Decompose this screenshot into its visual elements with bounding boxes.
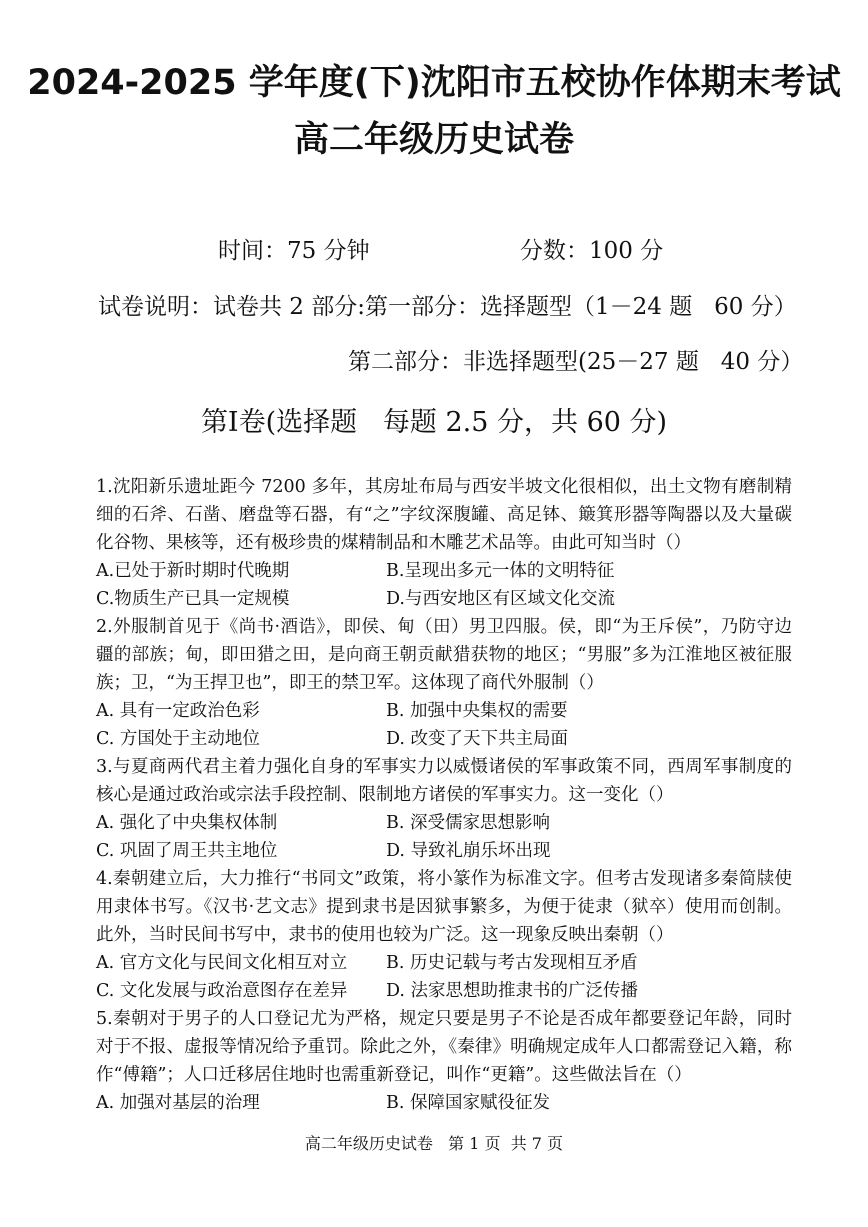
question-stem: 2.外服制首见于《尚书·酒诰》，即侯、甸（田）男卫四服。侯，即“为王斥侯”，乃防守边疆的部族；甸，即田猎之田，是向商王朝贡献猎获物的地区；“男服”多为江淮地区被征服族；卫，“为王捍卫也”，即王的禁卫军。这体现了商代外服制（） bbox=[96, 617, 792, 693]
answer-option: B. 加强中央集权的需要 bbox=[386, 701, 568, 721]
answer-option: A. 加强对基层的治理 bbox=[96, 1093, 260, 1113]
question-stem: 4.秦朝建立后，大力推行“书同文”政策，将小篆作为标准文字。但考古发现诸多秦简牍使用隶体书写。《汉书·艺文志》提到隶书是因狱事繁多，为便于徒隶（狱卒）使用而创制。此外，当时民间书写中，隶书的使用也较为广泛。这一现象反映出秦朝（） bbox=[96, 869, 792, 945]
question-stem: 5.秦朝对于男子的人口登记尤为严格，规定只要是男子不论是否成年都要登记年龄，同时对于不报、虚报等情况给予重罚。除此之外，《秦律》明确规定成年人口都需登记入籍，称作“傅籍”；人口迁移居住地时也需重新登记，叫作“更籍”。这些做法旨在（） bbox=[96, 1009, 792, 1085]
option-row bbox=[96, 809, 792, 837]
option-row bbox=[96, 697, 792, 725]
question-item bbox=[96, 1005, 792, 1117]
question-item bbox=[96, 753, 792, 865]
answer-option: B. 深受儒家思想影响 bbox=[386, 813, 550, 833]
answer-option: B. 保障国家赋役征发 bbox=[386, 1093, 550, 1113]
answer-option: A. 强化了中央集权体制 bbox=[96, 813, 278, 833]
exam-subtitle: 高二年级历史试卷 bbox=[293, 120, 574, 160]
exam-title: 2024-2025 学年度(下)沈阳市五校协作体期末考试 bbox=[27, 63, 841, 103]
option-row bbox=[96, 557, 792, 585]
answer-option: D.与西安地区有区域文化交流 bbox=[386, 589, 615, 609]
question-item bbox=[96, 865, 792, 1005]
question-item bbox=[96, 473, 792, 613]
answer-option: A. 官方文化与民间文化相互对立 bbox=[96, 953, 348, 973]
question-list bbox=[96, 473, 792, 1117]
option-row bbox=[96, 585, 792, 613]
question-stem: 1.沈阳新乐遗址距今 7200 多年，其房址布局与西安半坡文化很相似，出土文物有磨制精细的石斧、石凿、磨盘等石器，有“之”字纹深腹罐、高足钵、簸箕形器等陶器以及大量碳化谷物、果核等，还有极珍贵的煤精制品和木雕艺术品等。由此可知当时（） bbox=[96, 477, 792, 553]
option-row bbox=[96, 725, 792, 753]
answer-option: D. 改变了天下共主局面 bbox=[386, 729, 569, 749]
answer-option: B.呈现出多元一体的文明特征 bbox=[386, 561, 615, 581]
answer-option: A. 具有一定政治色彩 bbox=[96, 701, 260, 721]
answer-option: C. 文化发展与政治意图存在差异 bbox=[96, 981, 348, 1001]
option-row bbox=[96, 1089, 792, 1117]
option-row bbox=[96, 949, 792, 977]
answer-option: C.物质生产已具一定规模 bbox=[96, 589, 290, 609]
option-row bbox=[96, 977, 792, 1005]
answer-option: C. 巩固了周王共主地位 bbox=[96, 841, 278, 861]
answer-option: B. 历史记载与考古发现相互矛盾 bbox=[386, 953, 638, 973]
page-footer: 高二年级历史试卷 第 1 页 共 7 页 bbox=[304, 1134, 564, 1153]
exam-description-part1: 试卷说明：试卷共 2 部分:第一部分：选择题型（1－24 题 60 分） bbox=[98, 294, 797, 320]
exam-description-part2: 第二部分：非选择题型(25－27 题 40 分） bbox=[348, 349, 804, 375]
question-stem: 3.与夏商两代君主着力强化自身的军事实力以威慑诸侯的军事政策不同，西周军事制度的核心是通过政治或宗法手段控制、限制地方诸侯的军事实力。这一变化（） bbox=[96, 757, 792, 805]
exam-time: 时间：75 分钟 bbox=[218, 238, 370, 264]
answer-option: D. 法家思想助推隶书的广泛传播 bbox=[386, 981, 639, 1001]
section-title: 第Ⅰ卷(选择题 每题 2.5 分，共 60 分) bbox=[200, 407, 668, 438]
answer-option: A.已处于新时期时代晚期 bbox=[96, 561, 290, 581]
answer-option: D. 导致礼崩乐坏出现 bbox=[386, 841, 551, 861]
option-row bbox=[96, 837, 792, 865]
answer-option: C. 方国处于主动地位 bbox=[96, 729, 260, 749]
question-item bbox=[96, 613, 792, 753]
exam-score: 分数：100 分 bbox=[520, 238, 664, 264]
